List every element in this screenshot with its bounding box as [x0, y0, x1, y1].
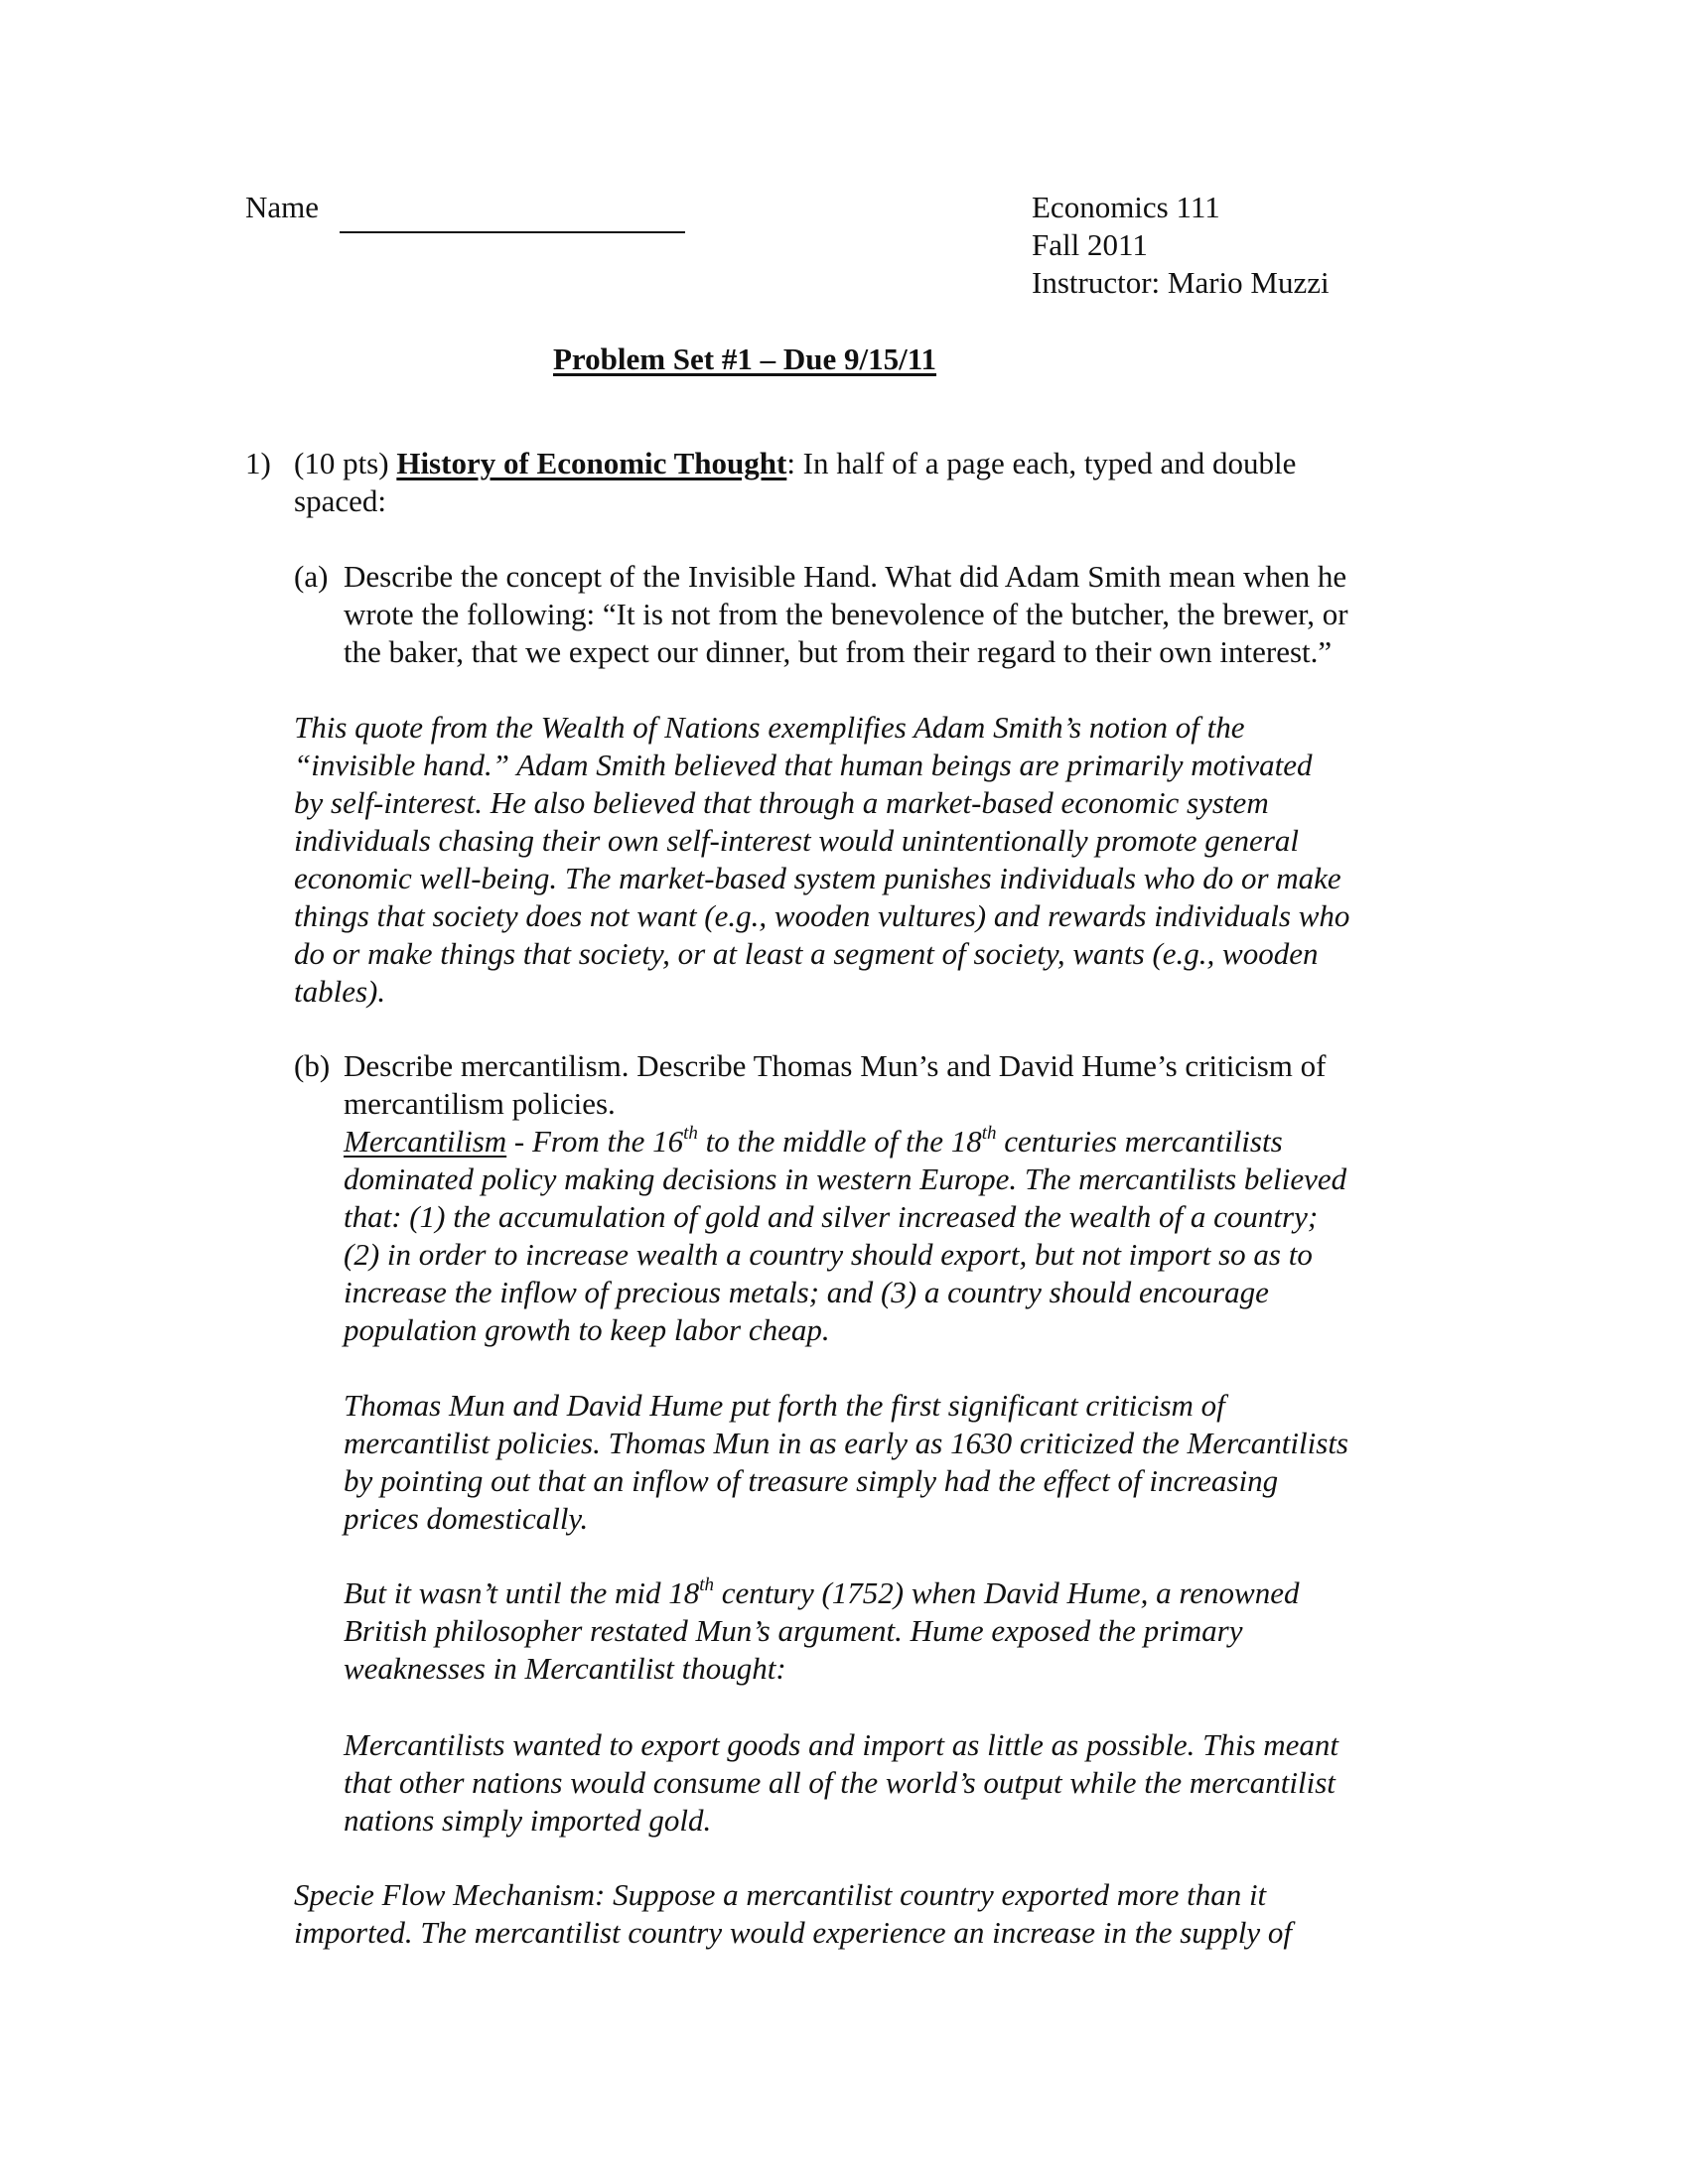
text-line: wrote the following: “It is not from the benevolence of the butcher, the brewer, or	[344, 597, 1348, 631]
superscript: th	[699, 1574, 715, 1595]
text-line: things that society does not want (e.g., wooden vultures) and rewards individuals who	[294, 898, 1350, 933]
course-info	[1032, 189, 1330, 302]
text-line: mercantilism policies.	[344, 1086, 616, 1121]
text-line: population growth to keep labor cheap.	[344, 1312, 830, 1347]
text-line: imported. The mercantilist country would experience an increase in the supply of	[294, 1915, 1293, 1950]
answer-b-mun	[344, 1387, 1348, 1538]
text-line: by pointing out that an inflow of treasure simply had the effect of increasing	[344, 1463, 1279, 1498]
text: centuries mercantilists	[996, 1124, 1283, 1159]
text-line: Mercantilists wanted to export goods and import as little as possible. This meant	[344, 1727, 1339, 1762]
instructor: Instructor: Mario Muzzi	[1032, 265, 1330, 300]
name-blank-line	[340, 231, 685, 233]
text-line: individuals chasing their own self-interest would unintentionally promote general	[294, 823, 1299, 858]
points: (10 pts)	[294, 446, 397, 480]
text-line: Describe mercantilism. Describe Thomas Mun’s and David Hume’s criticism of	[344, 1048, 1327, 1083]
instruction-text: spaced:	[294, 483, 386, 518]
text-line: dominated policy making decisions in western Europe. The mercantilists believed	[344, 1161, 1347, 1196]
text-line: Thomas Mun and David Hume put forth the first significant criticism of	[344, 1388, 1225, 1423]
page-title: Problem Set #1 – Due 9/15/11	[552, 341, 937, 376]
superscript: th	[981, 1123, 997, 1144]
page-title-wrap	[0, 341, 1489, 378]
text-line: Specie Flow Mechanism: Suppose a mercantilist country exported more than it	[294, 1877, 1267, 1912]
text-line: “invisible hand.” Adam Smith believed that human beings are primarily motivated	[294, 748, 1313, 782]
text: century (1752) when David Hume, a renowned	[714, 1575, 1300, 1610]
text-line: the baker, that we expect our dinner, but from their regard to their own interest.”	[344, 634, 1333, 669]
text-line: do or make things that society, or at least a segment of society, wants (e.g., wooden	[294, 936, 1319, 971]
text-line: by self-interest. He also believed that through a market-based economic system	[294, 785, 1269, 820]
name-label: Name	[245, 190, 320, 224]
text: - From the 16	[506, 1124, 684, 1159]
superscript: th	[683, 1123, 698, 1144]
text: to the middle of the 18	[697, 1124, 982, 1159]
part-b-label: (b)	[294, 1048, 331, 1083]
text-line: Describe the concept of the Invisible Hand. What did Adam Smith mean when he	[344, 559, 1347, 594]
answer-b-weaknesses	[344, 1726, 1338, 1840]
text-line: This quote from the Wealth of Nations exemplifies Adam Smith’s notion of the	[294, 710, 1245, 745]
answer-b-specie-flow	[294, 1876, 1292, 1952]
text-line: economic well-being. The market-based system punishes individuals who do or make	[294, 861, 1341, 895]
term: Fall 2011	[1032, 227, 1148, 262]
course: Economics 111	[1032, 190, 1220, 224]
topic: History of Economic Thought	[396, 446, 787, 480]
text-line: (2) in order to increase wealth a country should export, but not import so as to	[344, 1237, 1313, 1272]
text-line: nations simply imported gold.	[344, 1803, 712, 1838]
text-line: weaknesses in Mercantilist thought:	[344, 1651, 786, 1686]
text-line: increase the inflow of precious metals; and (3) a country should encourage	[344, 1275, 1269, 1309]
text: But it wasn’t until the mid 18	[344, 1575, 700, 1610]
mercantilism-term: Mercantilism	[344, 1124, 507, 1159]
question-number: 1)	[245, 446, 271, 480]
text-line: British philosopher restated Mun’s argument. Hume exposed the primary	[344, 1613, 1243, 1648]
question-1	[294, 445, 1296, 520]
text-line: that other nations would consume all of the world’s output while the mercantilist	[344, 1765, 1336, 1800]
part-a-question	[344, 558, 1348, 671]
text-line: that: (1) the accumulation of gold and silver increased the wealth of a country;	[344, 1199, 1319, 1234]
instruction-text: : In half of a page each, typed and double	[786, 446, 1297, 480]
part-b-question	[344, 1047, 1326, 1123]
answer-b-mercantilism	[344, 1123, 1346, 1349]
text-line: mercantilist policies. Thomas Mun in as early as 1630 criticized the Mercantilists	[344, 1426, 1348, 1460]
text-line: prices domestically.	[344, 1501, 589, 1536]
mercantilism-lines	[344, 1160, 1346, 1349]
part-a-label: (a)	[294, 559, 329, 594]
answer-b-hume	[344, 1574, 1299, 1688]
hume-lines	[344, 1612, 1299, 1688]
answer-a	[294, 709, 1349, 1011]
text-line: tables).	[294, 974, 386, 1009]
